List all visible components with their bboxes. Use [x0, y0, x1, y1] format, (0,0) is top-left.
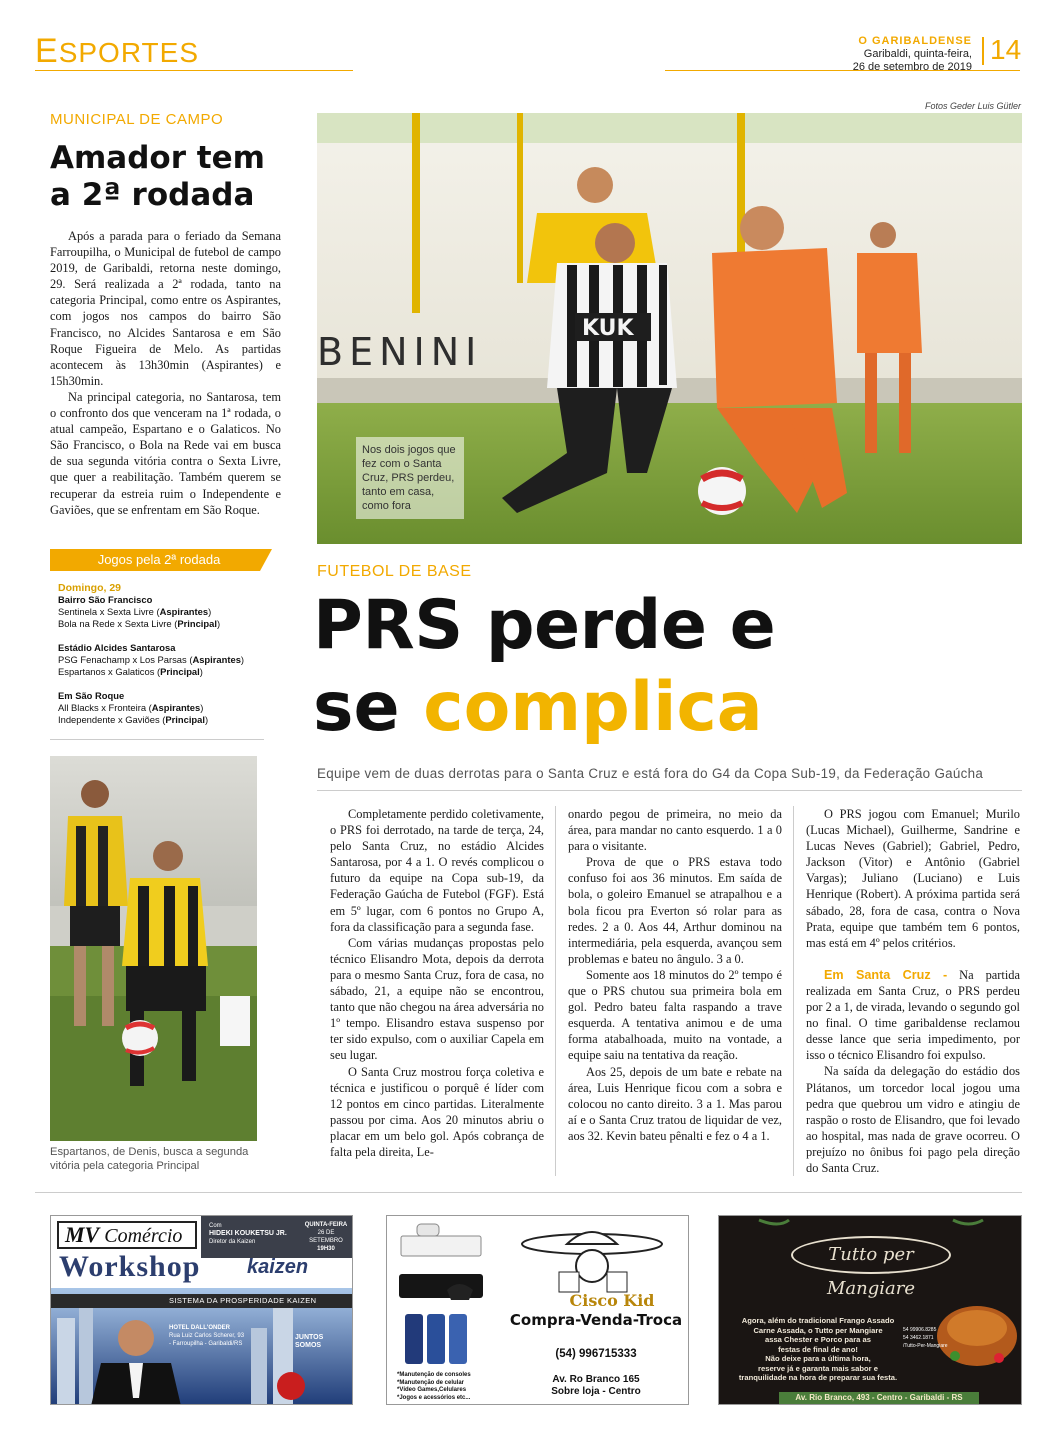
ad-cisco-address-line2: Sobre loja - Centro: [551, 1386, 641, 1397]
ad-mv-juntos-line2: SOMOS: [295, 1342, 322, 1349]
match-teams: Sentinela x Sexta Livre: [58, 606, 154, 617]
ad-cisco-service: *Manutenção de consoles: [397, 1372, 471, 1378]
left-article-body: [50, 228, 281, 518]
ad-mv-logo-rest: Comércio: [104, 1225, 183, 1247]
ad-cisco-address-line1: Av. Ro Branco 165: [552, 1374, 640, 1385]
left-headline-line2: a 2ª rodada: [50, 177, 255, 213]
left-photo-illustration: [50, 756, 257, 1141]
games-match: All Blacks x Fronteira (Aspirantes): [58, 702, 204, 713]
ad-tutto-line: Carne Assada, o Tutto per Mangiare: [753, 1325, 883, 1335]
ad-tutto-phone2[interactable]: 54 3462.1871: [903, 1335, 934, 1341]
games-venue-name: Bairro São Francisco: [58, 594, 153, 605]
match-teams: All Blacks x Fronteira: [58, 702, 147, 713]
ad-tutto-line: tranquilidade na hora de preparar sua festa.: [738, 1373, 898, 1382]
ad-mv-logo-mv: MV: [65, 1222, 100, 1247]
ad-tutto-logo: Tutto per Mangiare: [791, 1236, 951, 1274]
main-headline-line2: [313, 666, 763, 750]
left-article-paragraph: Após a parada para o feriado da Semana Farroupilha, o Municipal de futebol de campo 2019, de Garibaldi, retorna neste domingo, 29. Será realizada a 2ª rodada, tanto na categoria Principal, como entre os Aspirantes, com jogos nos campos do bairro São Francisco, no Alcides Santarosa e em São Roque Figueira de Melo. As partidas acontecem às 13h30min (Aspirantes) e 15h30min.: [50, 229, 281, 388]
games-day: Domingo, 29: [58, 582, 122, 594]
games-venue-name: Estádio Alcides Santarosa: [58, 642, 176, 653]
article-paragraph: Aos 25, depois de um bate e rebate na área, Luis Henrique ficou com a sobra e colocou no canto direito. 3 a 1. Mas parou aí e o Santa Cruz tratou de liquidar de vez, aos 32. Kevin bateu pênalti e fez o 4 a 1.: [568, 1064, 782, 1143]
ad-cisco-service: *Manutenção de celular: [397, 1379, 465, 1386]
games-box-title: Jogos pela 2ª rodada: [97, 552, 221, 567]
ad-cisco-address: [505, 1374, 687, 1398]
games-venue-block: [58, 594, 268, 630]
ad-tutto-address: Av. Rio Branco, 493 - Centro - Garibaldi - RS: [795, 1393, 963, 1402]
match-category: Principal: [165, 714, 205, 725]
banner-text: BENINI: [317, 330, 483, 374]
ad-cisco-kid[interactable]: [386, 1215, 689, 1405]
article-paragraph: O PRS jogou com Emanuel; Murilo (Lucas Michael), Guilherme, Sandrine e Lucas Neves (Gabriel); Gabriel, Pedro, Jackson (Vitor) e Antônio (Gabriel Vargas); Juliano (Luciano) e Luis Henrique (Robert). A próxima partida será sábado, 28, fora de casa, contra o Nova Prata, equipe que também tem 6 pontos, mas está em 4º pelos critérios.: [806, 807, 1020, 950]
ad-mv-juntos-line1: JUNTOS: [295, 1334, 324, 1341]
left-photo: [50, 756, 257, 1141]
ad-mv-date-line2: 26 DE SETEMBRO: [309, 1230, 343, 1244]
ad-cisco-name: Cisco Kid: [569, 1291, 655, 1310]
main-article-kicker: FUTEBOL DE BASE: [317, 563, 472, 580]
ad-mv-workshop[interactable]: [50, 1215, 353, 1405]
games-match: PSG Fenachamp x Los Parsas (Aspirantes): [58, 654, 245, 665]
match-category: Aspirantes: [192, 654, 241, 665]
ad-mv-juntos: [295, 1334, 323, 1350]
games-match: Independente x Gaviões (Principal): [58, 714, 209, 725]
subtitle-rule: [317, 790, 1022, 791]
page-number: 14: [990, 34, 1022, 65]
ad-mv-guest-sub: Diretor da Kaizen: [209, 1239, 256, 1245]
match-teams: Independente x Gaviões: [58, 714, 160, 725]
ad-tutto-line: festas de final de ano!: [778, 1344, 858, 1354]
left-article-kicker: MUNICIPAL DE CAMPO: [50, 111, 224, 128]
left-article-paragraph: Na principal categoria, no Santarosa, tem o confronto dos que venceram na 1ª rodada, o atual campeão, Espartano e o Galaticos. No São Francisco, o Bola na Rede vai em busca de sua segunda vitória contra o Sexta Livre, que quer a reabilitação. Também querem se recuperar da estreia ruim o Independente e Gaviões, que se enfrentam em São Roque.: [50, 389, 281, 517]
ad-mv-title: Workshop: [59, 1250, 201, 1283]
ad-cisco-phone[interactable]: (54) 996715333: [555, 1348, 637, 1360]
article-paragraph: Com várias mudanças propostas pelo técnico Elisandro Mota, depois da derrota para o mesmo Santa Cruz, fora de casa, no sábado, 21, a equipe não se encontrou, tanto que não chegou na área adversária no 1º tempo. Elisandro estava suspenso por ter sido expulso, com o auxiliar Capela em seu lugar.: [330, 935, 544, 1063]
ad-cisco-services: [397, 1372, 497, 1402]
page-number-separator: [982, 37, 984, 65]
paper-place-day: Garibaldi, quinta-feira,: [863, 48, 972, 60]
match-teams: PSG Fenachamp x Los Parsas: [58, 654, 187, 665]
ad-tutto-social[interactable]: /Tutto-Per-Mangiare: [903, 1343, 948, 1349]
match-teams: Espartanos x Galaticos: [58, 666, 155, 677]
paper-info: [853, 35, 972, 74]
ad-tutto-line: assa Chester e Porco para as: [765, 1335, 871, 1344]
column-rule: [793, 806, 794, 1176]
ad-mv-guest-label: Com: [209, 1223, 222, 1229]
games-venue-name: Em São Roque: [58, 690, 125, 701]
match-category: Principal: [177, 618, 217, 629]
match-category: Aspirantes: [159, 606, 209, 617]
article-paragraph: Somente aos 18 minutos do 2º tempo é que o PRS chutou sua primeira bola em gol. Pedro bateu falta raspando a trave esquerda. A tentativa animou e de uma forma atabalhoada, muito na vontade, a equipe saiu na tentativa da reação.: [568, 967, 782, 1063]
section-title-rest: SPORTES: [58, 37, 199, 68]
left-headline-line1: Amador tem: [50, 140, 265, 176]
main-photo-caption: Nos dois jogos que fez com o Santa Cruz, PRS perdeu, tanto em casa, como fora: [356, 437, 464, 519]
ad-mv-date-line1: QUINTA-FEIRA: [304, 1222, 348, 1228]
ads-separator-rule: [35, 1192, 1022, 1193]
main-headline-plain: se: [313, 668, 424, 747]
article-column-2: [568, 806, 782, 1144]
article-paragraph-text: Na partida realizada em Santa Cruz, o PRS perdeu por 2 a 1, de virada, levando o segundo gol no final. O time garibaldense reclamou desse lance que seria impedimento, por isso o técnico Elisandro foi expulso.: [806, 967, 1020, 1063]
paper-name: O GARIBALDENSE: [858, 35, 972, 47]
ad-tutto-line: Não deixe para a última hora,: [765, 1354, 871, 1363]
games-box-rule: [50, 739, 264, 740]
column-rule: [555, 806, 556, 1176]
match-category: Principal: [160, 666, 200, 677]
ad-mv-logo: [57, 1221, 197, 1249]
ad-mv-brand: kaizen: [247, 1256, 309, 1278]
ad-cisco-service: *Jogos e acessórios etc...: [397, 1394, 471, 1401]
ad-tutto-contacts: [903, 1326, 983, 1350]
ad-mv-venue: [169, 1324, 247, 1348]
ad-mv-hotel-name: HOTEL DALL'ONDER: [169, 1325, 230, 1331]
main-headline-accent: complica: [423, 668, 763, 747]
article-paragraph-with-subhead: [806, 967, 1020, 1064]
ad-tutto-line: Agora, além do tradicional Frango Assado: [741, 1316, 895, 1325]
main-headline-line1: PRS perde e: [313, 586, 776, 665]
article-paragraph: onardo pegou de primeira, no meio da área, para mandar no canto esquerdo. 1 a 0 para o visitante.: [568, 807, 782, 854]
games-box-banner: [50, 549, 272, 571]
left-article-headline: [50, 140, 290, 214]
ad-tutto-line: reserve já e garanta mais sabor e: [758, 1363, 878, 1373]
match-category: Aspirantes: [151, 702, 201, 713]
article-paragraph: Prova de que o PRS estava todo confuso foi aos 36 minutos. Em saída de bola, o goleiro Emanuel se atrapalhou e a bola ficou pra Everton só rolar para as redes. 2 a 0. Aos 44, Arthur dominou na intermediária, pela esquerda, avançou sem problemas e bateu no ângulo. 3 a 0.: [568, 855, 782, 966]
article-paragraph: O Santa Cruz mostrou força coletiva e técnica e justificou o porquê é líder com 12 pontos em cinco partidas. Literalmente passou por cima. Aos 20 minutos abriu o placar em um belo gol. Após cobrança de falta pela direita, Le-: [330, 1064, 544, 1159]
games-match: Sentinela x Sexta Livre (Aspirantes): [58, 606, 212, 617]
header-rule-left: [35, 70, 353, 71]
games-match: Bola na Rede x Sexta Livre (Principal): [58, 618, 221, 629]
ad-tutto-per-mangiare[interactable]: [718, 1215, 1022, 1405]
games-venue-block: [58, 690, 268, 726]
article-column-1: [330, 806, 544, 1160]
ad-mv-guest-name: HIDEKI KOUKETSU JR.: [209, 1230, 287, 1237]
match-teams: Bola na Rede x Sexta Livre: [58, 618, 172, 629]
games-match: Espartanos x Galaticos (Principal): [58, 666, 203, 677]
left-photo-caption: Espartanos, de Denis, busca a segunda vitória pela categoria Principal: [50, 1146, 249, 1172]
ad-cisco-trade: Compra-Venda-Troca: [509, 1311, 683, 1329]
article-column-3: [806, 806, 1020, 1176]
ad-mv-date: [301, 1221, 351, 1253]
article-paragraph: Completamente perdido coletivamente, o PRS foi derrotado, na tarde de terça, 24, pelo Santa Cruz, no estádio Alcides Santarosa, por 4 a 1. O revés complicou o futuro da equipe na Copa sub-19, da Federação Gaúcha de Futebol (FGF). Está em 5º lugar, com 6 pontos no Grupo A, fora da classificação para a segunda fase.: [330, 807, 544, 934]
main-article-subtitle: Equipe vem de duas derrotas para o Santa Cruz e está fora do G4 da Copa Sub-19, da Federação Gaúcha: [317, 766, 984, 781]
article-paragraph: Na saída da delegação do estádio dos Plátanos, um torcedor local jogou uma pedra que quebrou um vidro e atingiu de raspão o rosto de Elisandro, que foi levado ao hospital, mas nada de grave ocorreu. O prejuízo no ônibus foi pago pela direção do Santa Cruz.: [806, 1064, 1020, 1175]
ad-tutto-phone1[interactable]: 54 99906.8285: [903, 1327, 937, 1333]
photo-credit: Fotos Geder Luis Gütler: [924, 101, 1021, 111]
ad-mv-hotel-addr: Rua Luiz Carlos Scherer, 93 - Farroupilha - Garibaldi/RS: [169, 1333, 245, 1347]
section-title: [35, 32, 199, 71]
ad-mv-date-line3: 19H30: [317, 1246, 335, 1252]
ad-mv-guest: [209, 1222, 299, 1246]
section-title-first-letter: E: [35, 32, 59, 70]
ad-mv-slogan: SISTEMA DA PROSPERIDADE KAIZEN: [169, 1296, 317, 1305]
inline-subhead: Em Santa Cruz -: [824, 967, 948, 982]
games-venue-block: [58, 642, 268, 678]
paper-date: 26 de setembro de 2019: [852, 61, 972, 73]
games-list: [58, 582, 268, 738]
jersey-text: KUK: [582, 316, 634, 341]
ad-cisco-service: *Vídeo Games,Celulares: [397, 1387, 467, 1393]
ad-tutto-text: [723, 1316, 913, 1383]
